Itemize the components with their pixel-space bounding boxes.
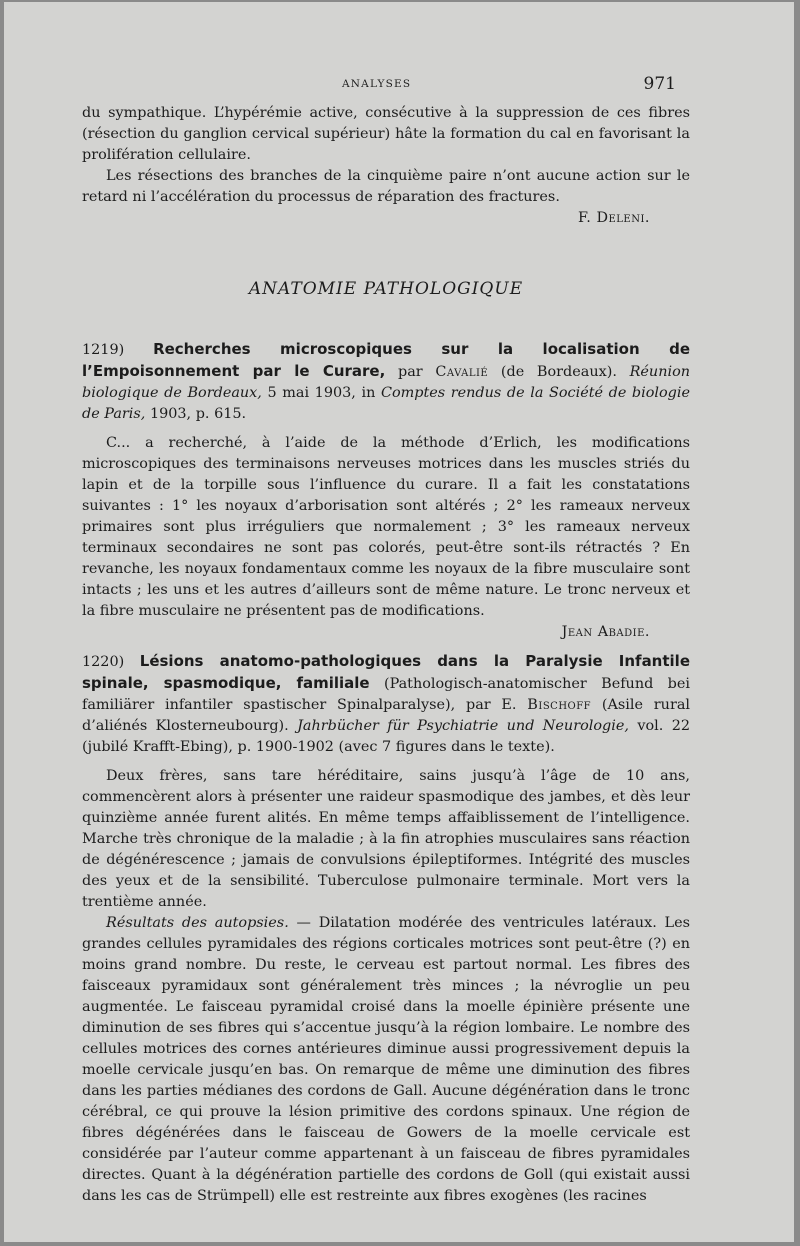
entry-1220-heading xyxy=(82,651,690,758)
entry-1219-source: Réunion biologique de Bordeaux, xyxy=(82,364,691,401)
intro-paragraph-2: Les résections des branches de la cinquième paire n’ont aucune action sur le retard ni l’accélération du processus de réparation des fractures. xyxy=(82,168,690,205)
entry-1220-title: Lésions anatomo-pathologiques dans la Paralysie Infantile spinale, spasmodique, familiale xyxy=(82,652,690,692)
entry-1219-date: 5 mai 1903, in xyxy=(267,385,376,401)
page xyxy=(4,2,794,1242)
autopsy-results-lead: Résultats des autopsies. xyxy=(106,915,289,931)
intro-paragraph-1: du sympathique. L’hypérémie active, consécutive à la suppression de ces fibres (résection du ganglion cervical supérieur) hâte la formation du cal en favorisant la prolifération cellulaire. xyxy=(82,105,690,163)
autopsy-results-text: — Dilatation modérée des ventricules latéraux. Les grandes cellules pyramidales des régions corticales motrices sont peut-être (?) en moins grand nombre. Du reste, le cerveau est partout normal. Les fibres des faisceaux pyramidaux sont généralement très minces ; la névroglie un peu augmentée. Le faisceau pyramidal croisé dans la moelle épinière présente une diminution de ses fibres qui s’accentue jusqu’à la région lombaire. Le nombre des cellules motrices des cornes antérieures diminue aussi progressivement depuis la moelle cervicale jusqu’en bas. On remarque de même une diminution des fibres dans les parties médianes des cordons de Gall. Aucune dégénération dans le tronc cérébral, ce qui prouve la lésion primitive des cordons spinaux. Une région de fibres dégénérées dans le faisceau de Gowers de la moelle cervicale est considérée par l’auteur comme appartenant à un faisceau de fibres pyramidales directes. Quant à la dégénération partielle des cordons de Goll (qui existait aussi dans les cas de Strümpell) elle est restreinte aux fibres exogènes (les racines xyxy=(82,915,690,1204)
entry-1220-number: 1220) xyxy=(82,654,125,670)
entry-1220-ref: vol. 22 (jubilé Krafft-Ebing), p. 1900-1902 (avec 7 figures dans le texte). xyxy=(82,718,691,755)
section-title: ANATOMIE PATHOLOGIQUE xyxy=(248,279,524,299)
entry-1219-body: C... a recherché, à l’aide de la méthode d’Erlich, les modifications microscopiques des terminaisons nerveuses motrices dans les muscles striés du lapin et de la torpille sous l’influence du curare. Il a fait les constatations suivantes : 1° les noyaux d’arborisation sont altérés ; 2° les rameaux nerveux primaires sont plus irréguliers que normalement ; 3° les rameaux nerveux terminaux secondaires ne sont pas colorés, peut-être sont-ils rétractés ? En revanche, les noyaux fondamentaux comme les noyaux de la fibre musculaire sont intacts ; les uns et les autres d’ailleurs sont de même nature. Le tronc nerveux et la fibre musculaire ne présentent pas de modifications. xyxy=(82,435,690,619)
entry-1220-location: (Asile rural d’aliénés Klosterneubourg). xyxy=(82,697,691,734)
entry-1220-journal: Jahrbücher für Psychiatrie und Neurologie, xyxy=(297,718,629,734)
entry-1220-paragraph-1: Deux frères, sans tare héréditaire, sains jusqu’à l’âge de 10 ans, commencèrent alors à présenter une raideur spasmodique des jambes, et dès leur quinzième année furent alités. En même temps affaiblissement de l’intelligence. Marche très chronique de la maladie ; à la fin atrophies musculaires sans réaction de dégénérescence ; jamais de convulsions épileptiformes. Intégrité des muscles des yeux et de la sensibilité. Tuberculose pulmonaire terminale. Mort vers la trentième année. xyxy=(82,768,690,910)
entry-1219-title: Recherches microscopiques sur la localisation de l’Empoisonnement par le Curare, xyxy=(82,340,690,380)
signature-deleni: F. Deleni. xyxy=(578,210,650,226)
entry-1219-ref: 1903, p. 615. xyxy=(149,406,247,422)
running-head: ANALYSES xyxy=(342,78,412,90)
entry-1220-author: Bischoff xyxy=(527,697,592,713)
entry-1219-location: (de Bordeaux). xyxy=(500,364,617,380)
page-body xyxy=(82,103,690,1207)
entry-1219-author: Cavalié xyxy=(435,364,489,380)
signature-abadie: Jean Abadie. xyxy=(561,624,650,640)
entry-1219-number: 1219) xyxy=(82,342,125,358)
entry-1219-journal: Comptes rendus de la Société de biologie de Paris, xyxy=(82,385,691,422)
page-header xyxy=(4,74,794,98)
entry-1219-by: par xyxy=(397,364,423,380)
entry-1220-orig: (Pathologisch-anatomischer Befund bei familiärer infantiler spastischer Spinalparalyse), par E. xyxy=(82,676,690,713)
entry-1220-paragraph-2 xyxy=(82,913,690,1207)
page-number: 971 xyxy=(643,74,676,94)
entry-1219-heading xyxy=(82,339,690,425)
